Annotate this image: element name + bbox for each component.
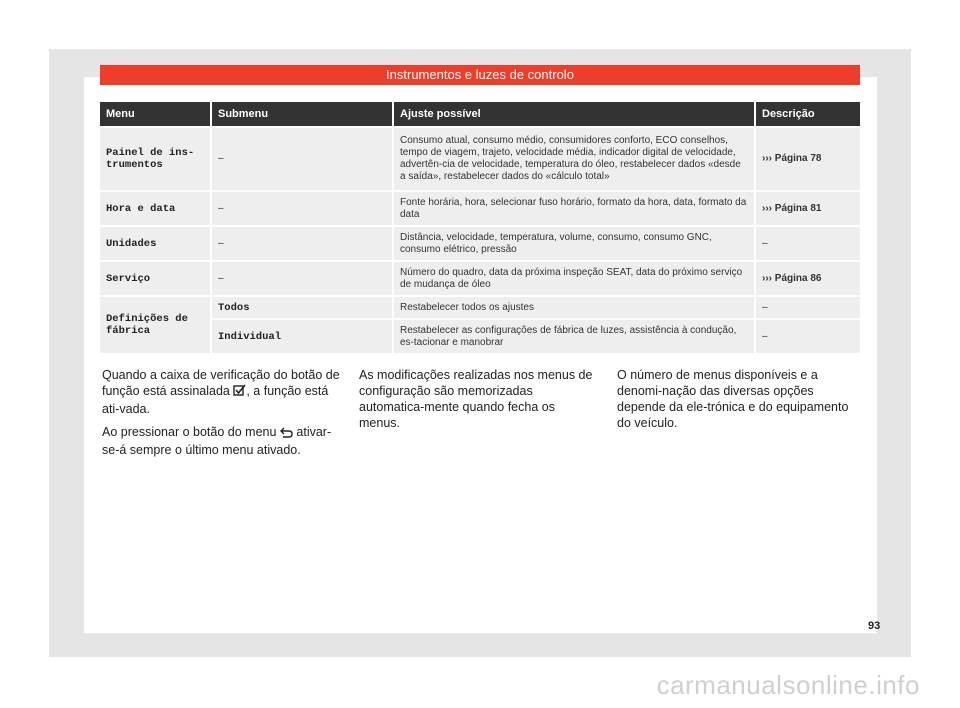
desc-cell: – [756,297,860,318]
table-row [100,297,860,318]
menu-cell: Serviço [100,262,212,295]
table-row [100,262,860,295]
table-row [100,227,860,260]
text-column-2 [359,367,599,438]
paragraph: Ao pressionar o botão do menu ativar-se-á sempre o último menu ativado. [102,425,332,457]
table-row [100,320,860,353]
text-column-1 [102,367,342,465]
page-link[interactable]: ››› Página 86 [756,262,860,295]
page-link[interactable]: ››› Página 78 [756,128,860,190]
page-link[interactable]: ››› Página 81 [756,192,860,225]
paragraph: Quando a caixa de verificação do botão de função está assinalada , a função está ati-vada. [102,368,340,416]
menu-cell: Unidades [100,227,212,260]
text-column-3 [617,367,857,438]
table-row [100,192,860,225]
settings-table [100,100,860,355]
adjust-cell: Consumo atual, consumo médio, consumidores conforto, ECO conselhos, tempo de viagem, trajeto, velocidade média, indicador digital de velocidade, advertên-cia de velocidade, temperatura do óleo, restabelecer dados «desde a saída», restabelecer dados do «cálculo total» [394,128,756,190]
desc-cell: – [756,320,860,353]
adjust-cell: Distância, velocidade, temperatura, volume, consumo, consumo GNC, consumo elétrico, pressão [394,227,756,260]
header-submenu: Submenu [212,102,394,126]
adjust-cell: Restabelecer as configurações de fábrica de luzes, assistência à condução, es-tacionar e manobrar [394,320,756,353]
header-menu: Menu [100,102,212,126]
adjust-cell: Restabelecer todos os ajustes [394,297,756,318]
table-row [100,128,860,190]
adjust-cell: Fonte horária, hora, selecionar fuso horário, formato da hora, data, formato da data [394,192,756,225]
submenu-cell: – [212,192,394,225]
paragraph: As modificações realizadas nos menus de configuração são memorizadas automatica-mente quando fecha os menus. [359,368,593,430]
menu-cell: Painel de ins- trumentos [100,128,212,190]
submenu-cell: Individual [212,320,394,353]
submenu-cell: Todos [212,297,394,318]
submenu-cell: – [212,262,394,295]
menu-cell: Hora e data [100,192,212,225]
back-arrow-icon [280,426,293,442]
desc-cell: – [756,227,860,260]
menu-cell: Definições de fábrica [100,297,212,353]
paragraph: O número de menus disponíveis e a denomi-nação das diversas opções depende da ele-trónica e do equipamento do veículo. [617,368,849,430]
header-adjust: Ajuste possível [394,102,756,126]
page-number: 93 [868,620,881,632]
watermark: carmanualsonline.info [656,670,920,700]
adjust-cell: Número do quadro, data da próxima inspeção SEAT, data do próximo serviço de mudança de óleo [394,262,756,295]
checkbox-checked-icon [233,384,246,401]
submenu-cell: – [212,227,394,260]
submenu-cell: – [212,128,394,190]
section-title-banner: Instrumentos e luzes de controlo [100,65,860,85]
header-description: Descrição [756,102,860,126]
table-header-row [100,102,860,126]
